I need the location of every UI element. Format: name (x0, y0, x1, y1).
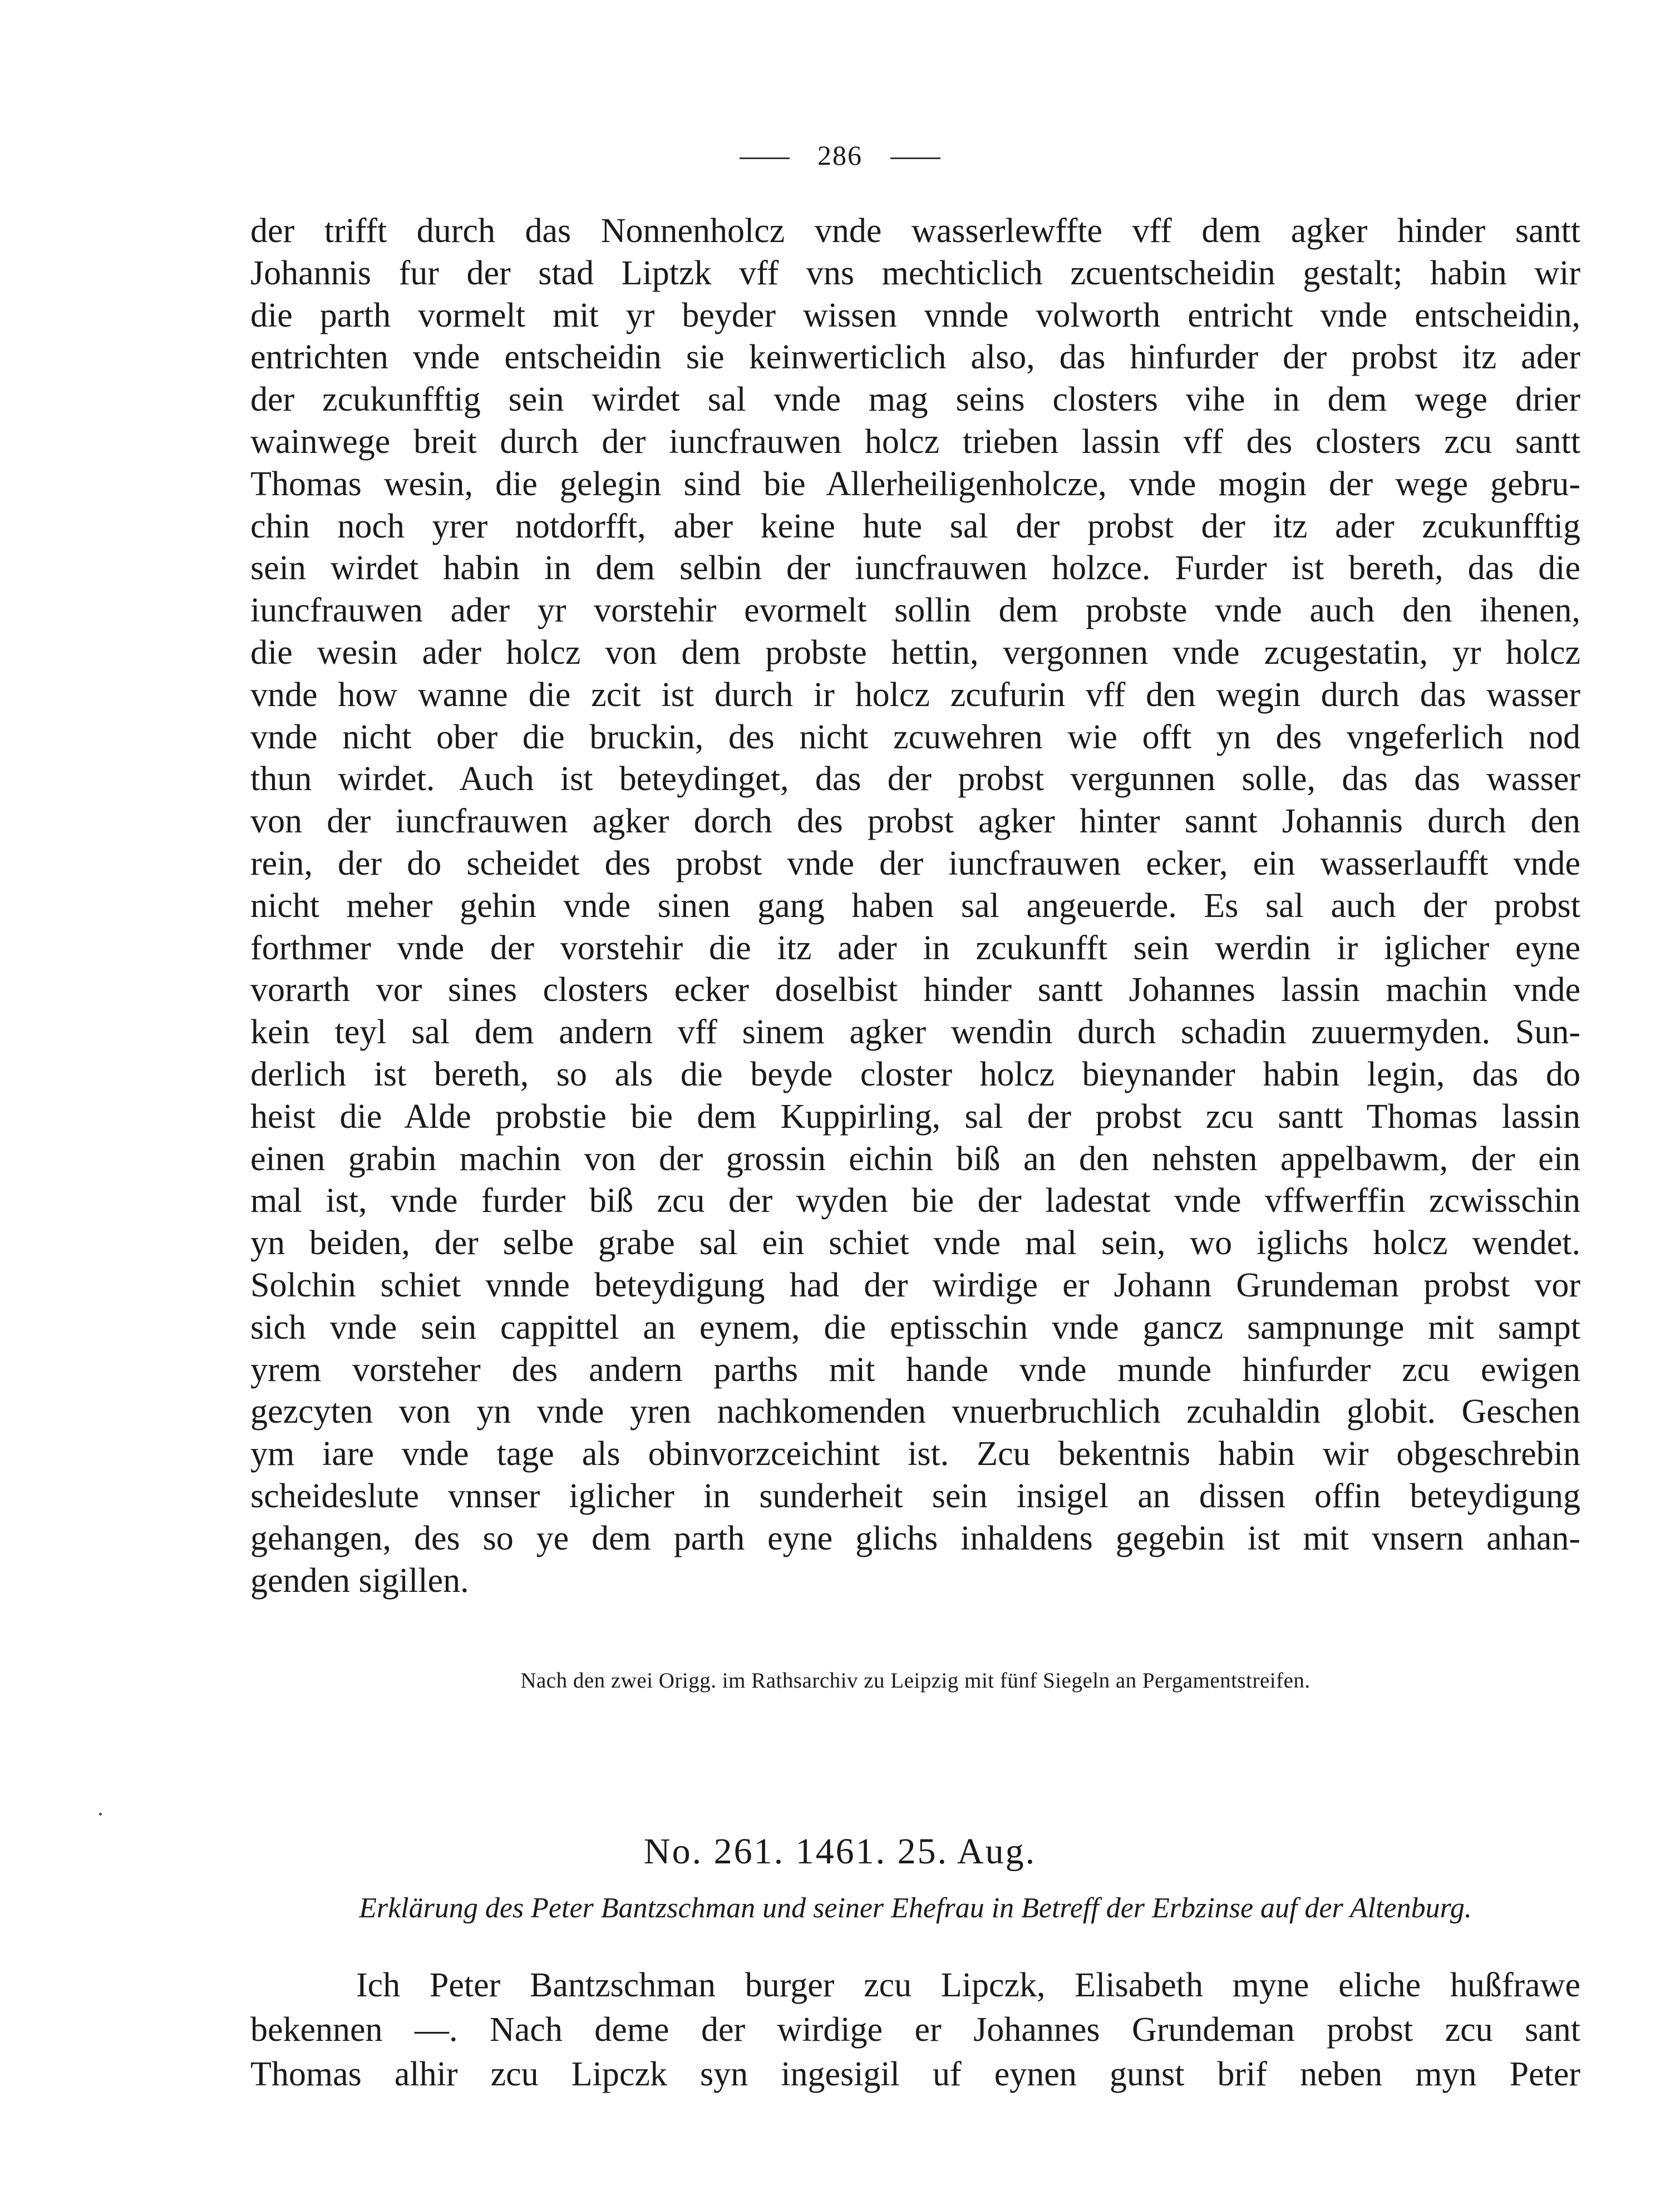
document-text (250, 1963, 1580, 2097)
text-line: wainwege breit durch der iuncfrauwen holcz trieben lassin vff des closters zcu santt (250, 422, 1580, 461)
document-heading: No. 261. 1461. 25. Aug. (643, 1831, 1037, 1872)
text-line: vnde how wanne die zcit ist durch ir holcz zcufurin vff den wegin durch das wasser (250, 675, 1580, 714)
page-header (0, 139, 1680, 171)
text-line: vnde nicht ober die bruckin, des nicht zcuwehren wie offt yn des vngeferlich nod (250, 718, 1580, 756)
text-line: kein teyl sal dem andern vff sinem agker wendin durch schadin zuuermyden. Sun- (250, 1013, 1580, 1052)
text-line: genden sigillen. (250, 1561, 469, 1600)
source-note: Nach den zwei Origg. im Rathsarchiv zu Leipzig mit fünf Siegeln an Pergamentstreifen. (520, 1669, 1311, 1693)
text-line: scheideslute vnnser iglicher in sunderheit sein insigel an dissen offin beteydigung (250, 1477, 1580, 1515)
document-text-line: Thomas alhir zcu Lipczk syn ingesigil uf eynen gunst brif neben myn Peter (250, 2055, 1580, 2093)
text-line: mal ist, vnde furder biß zcu der wyden bie der ladestat vnde vffwerffin zcwisschin (250, 1182, 1580, 1220)
text-line: von der iuncfrauwen agker dorch des probst agker hinter sannt Johannis durch den (250, 802, 1580, 841)
header-rule-right (890, 157, 940, 159)
text-line: vorarth vor sines closters ecker doselbist hinder santt Johannes lassin machin vnde (250, 971, 1580, 1009)
text-line: Thomas wesin, die gelegin sind bie Allerheiligenholcze, vnde mogin der wege gebru- (250, 465, 1580, 503)
text-line: sein wirdet habin in dem selbin der iuncfrauwen holzce. Furder ist bereth, das die (250, 549, 1580, 588)
text-line: forthmer vnde der vorstehir die itz ader in zcukunfft sein werdin ir iglicher eyne (250, 929, 1580, 967)
text-line: thun wirdet. Auch ist beteydinget, das der probst vergunnen solle, das das wasser (250, 760, 1580, 798)
text-line: derlich ist bereth, so als die beyde closter holcz bieynander habin legin, das do (250, 1055, 1580, 1093)
text-line: iuncfrauwen ader yr vorstehir evormelt sollin dem probste vnde auch den ihenen, (250, 591, 1580, 630)
text-line: der trifft durch das Nonnenholcz vnde wasserlewffte vff dem agker hinder santt (250, 212, 1580, 250)
text-line: rein, der do scheidet des probst vnde der iuncfrauwen ecker, ein wasserlaufft vnde (250, 844, 1580, 882)
text-line: yrem vorsteher des andern parths mit hande vnde munde hinfurder zcu ewigen (250, 1350, 1580, 1389)
text-line: entrichten vnde entscheidin sie keinwerticlich also, das hinfurder der probst itz ader (250, 338, 1580, 377)
text-line: gehangen, des so ye dem parth eyne glichs inhaldens gegebin ist mit vnsern anhan- (250, 1519, 1580, 1557)
text-line: nicht meher gehin vnde sinen gang haben sal angeuerde. Es sal auch der probst (250, 886, 1580, 925)
text-line: chin noch yrer notdorfft, aber keine hute sal der probst der itz ader zcukunfftig (250, 507, 1580, 545)
header-rule-left (740, 157, 790, 159)
text-line: sich vnde sein cappittel an eynem, die eptisschin vnde gancz sampnunge mit sampt (250, 1308, 1580, 1346)
text-line: yn beiden, der selbe grabe sal ein schiet vnde mal sein, wo iglichs holcz wendet. (250, 1224, 1580, 1262)
page-number: 286 (817, 140, 863, 171)
text-line: die parth vormelt mit yr beyder wissen vnnde volworth entricht vnde entscheidin, (250, 296, 1580, 334)
document-text-line: Ich Peter Bantzschman burger zcu Lipczk, Elisabeth myne eliche hußfrawe (356, 1966, 1580, 2004)
body-text (250, 210, 1580, 1602)
text-line: gezcyten von yn vnde yren nachkomenden vnuerbruchlich zcuhaldin globit. Geschen (250, 1393, 1580, 1431)
ink-speck (99, 1813, 102, 1816)
document-subheading: Erklärung des Peter Bantzschman und seiner Ehefrau in Betreff der Erbzinse auf der Altenburg. (359, 1892, 1472, 1924)
text-line: Solchin schiet vnnde beteydigung had der wirdige er Johann Grundeman probst vor (250, 1266, 1580, 1304)
text-line: der zcukunfftig sein wirdet sal vnde mag seins closters vihe in dem wege drier (250, 381, 1580, 419)
text-line: heist die Alde probstie bie dem Kuppirling, sal der probst zcu santt Thomas lassin (250, 1097, 1580, 1136)
document-text-line: bekennen —. Nach deme der wirdige er Johannes Grundeman probst zcu sant (250, 2011, 1580, 2049)
text-line: einen grabin machin von der grossin eichin biß an den nehsten appelbawm, der ein (250, 1140, 1580, 1178)
text-line: ym iare vnde tage als obinvorzceichint ist. Zcu bekentnis habin wir obgeschrebin (250, 1435, 1580, 1473)
text-line: die wesin ader holcz von dem probste hettin, vergonnen vnde zcugestatin, yr holcz (250, 633, 1580, 672)
text-line: Johannis fur der stad Liptzk vff vns mechticlich zcuentscheidin gestalt; habin wir (250, 254, 1580, 292)
